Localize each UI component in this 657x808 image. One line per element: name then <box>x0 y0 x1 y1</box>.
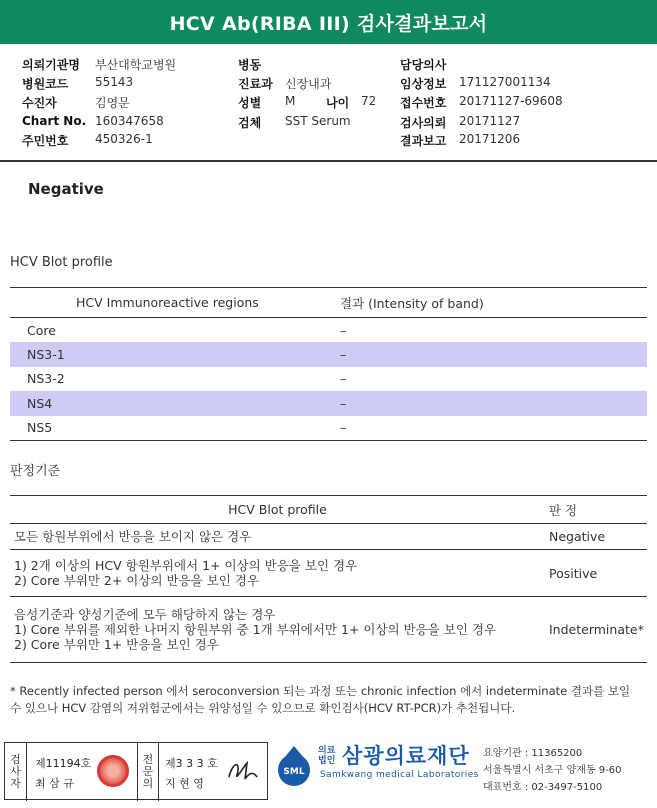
info-value: 171127001134 <box>459 75 551 89</box>
logo-subtitle: 의료 법인 <box>318 746 336 766</box>
footer <box>0 742 657 808</box>
criteria-desc <box>10 597 545 663</box>
footnote-line: * Recently infected person 에서 seroconversion 되는 과정 또는 chronic infection 에서 indeterminate 결과를 보일 <box>10 684 631 698</box>
criteria-line: 모든 항원부위에서 반응을 보이지 않은 경우 <box>14 529 252 544</box>
info-label: 주민번호 <box>22 134 69 148</box>
examiner-license: 제11194호 <box>35 757 92 770</box>
judgement-cell: Negative <box>545 524 647 550</box>
criteria-desc <box>10 524 545 550</box>
info-label: Chart No. <box>22 114 87 128</box>
footnote-line: 수 있으나 HCV 감염의 저위험군에서는 위양성일 수 있으므로 확인검사(HCV RT-PCR)가 추천됩니다. <box>10 701 516 715</box>
table-row <box>10 416 647 441</box>
info-value: 신장내과 <box>285 77 332 91</box>
result-cell: – <box>340 342 647 367</box>
sml-logo-icon <box>272 744 316 788</box>
region-cell: Core <box>27 322 56 338</box>
info-label: 수진자 <box>22 96 57 110</box>
table-row <box>10 342 647 367</box>
info-label: 접수번호 <box>400 96 447 110</box>
specialist-license: 제3 3 3 호 <box>165 757 218 770</box>
divider <box>0 160 657 162</box>
examiner-name: 최 삼 규 <box>35 777 74 790</box>
info-value: M <box>285 94 296 108</box>
result-cell: – <box>340 391 647 416</box>
info-value: 부산대학교병원 <box>95 58 177 72</box>
contact-line: 대표번호 : 02-3497-5100 <box>483 782 603 793</box>
contact-line: 요양기관 : 11365200 <box>483 748 583 759</box>
svg-text:SML: SML <box>283 767 305 777</box>
criteria-line: 1) 2개 이상의 HCV 항원부위에서 1+ 이상의 반응을 보인 경우 <box>14 558 358 573</box>
judgement-cell: Positive <box>545 550 647 597</box>
specialist-name: 지 현 영 <box>165 777 204 790</box>
info-value: SST Serum <box>285 114 351 128</box>
specialist-label: 전 문 의 <box>137 743 159 801</box>
criteria-table <box>10 495 647 663</box>
region-cell: NS4 <box>10 391 340 416</box>
signature-box <box>4 742 268 800</box>
judgement-cell: Indeterminate* <box>545 597 647 663</box>
patient-info <box>0 48 657 158</box>
profile-section-title: HCV Blot profile <box>10 255 113 270</box>
examiner-label: 검 사 자 <box>5 743 27 801</box>
info-value: 20171206 <box>459 132 521 146</box>
region-cell: NS5 <box>10 416 340 441</box>
signature-icon <box>225 757 261 785</box>
info-label: 진료과 <box>238 77 273 91</box>
result-cell: – <box>340 371 347 387</box>
logo-title: 삼광의료재단 <box>342 744 470 768</box>
table-row <box>10 391 647 416</box>
info-label: 검사의뢰 <box>400 116 447 130</box>
region-cell: NS3-1 <box>10 342 340 367</box>
table-row <box>10 367 647 392</box>
info-value: 김영문 <box>95 96 130 110</box>
info-value: 20171127 <box>459 114 521 128</box>
region-cell: NS3-2 <box>27 371 65 387</box>
seal-stamp <box>97 755 129 787</box>
info-value: 55143 <box>95 75 134 89</box>
criteria-desc <box>10 550 545 597</box>
column-header: 판 정 <box>545 496 647 524</box>
info-label: 나이 <box>326 96 350 110</box>
criteria-line: 1) Core 부위를 제외한 나머지 항원부위 중 1개 부위에서만 1+ 이상의 반응을 보인 경우 <box>14 622 497 637</box>
info-label: 검체 <box>238 116 262 130</box>
report-title: HCV Ab(RIBA III) 검사결과보고서 <box>0 0 657 44</box>
info-label: 병동 <box>238 58 262 72</box>
table-row <box>10 524 647 550</box>
column-header: HCV Blot profile <box>10 496 545 524</box>
table-row <box>10 597 647 663</box>
profile-table <box>10 287 647 441</box>
footnote <box>10 683 650 717</box>
info-label: 의뢰기관명 <box>22 58 80 72</box>
info-label: 임상정보 <box>400 77 447 91</box>
table-row <box>10 318 647 343</box>
info-value: 160347658 <box>95 114 164 128</box>
info-value: 450326-1 <box>95 132 153 146</box>
criteria-line: 음성기준과 양성기준에 모두 해당하지 않는 경우 <box>14 607 276 622</box>
info-label: 담당의사 <box>400 58 447 72</box>
result-cell: – <box>340 322 347 338</box>
result-value: Negative <box>28 180 104 198</box>
info-label: 병원코드 <box>22 77 69 91</box>
criteria-line: 2) Core 부위만 1+ 반응을 보인 경우 <box>14 637 219 652</box>
column-header: 결과 (Intensity of band) <box>340 288 647 318</box>
info-value: 20171127-69608 <box>459 94 563 108</box>
criteria-line: 2) Core 부위만 2+ 이상의 반응을 보인 경우 <box>14 573 259 588</box>
info-value: 72 <box>361 94 377 108</box>
logo-english: Samkwang medical Laboratories <box>320 770 479 780</box>
result-cell: – <box>340 416 647 441</box>
info-label: 결과보고 <box>400 134 447 148</box>
column-header: HCV Immunoreactive regions <box>10 288 340 318</box>
table-row <box>10 550 647 597</box>
criteria-section-title: 판정기준 <box>10 464 61 479</box>
info-label: 성별 <box>238 96 262 110</box>
contact-line: 서울특별시 서초구 양재동 9-60 <box>483 765 622 776</box>
